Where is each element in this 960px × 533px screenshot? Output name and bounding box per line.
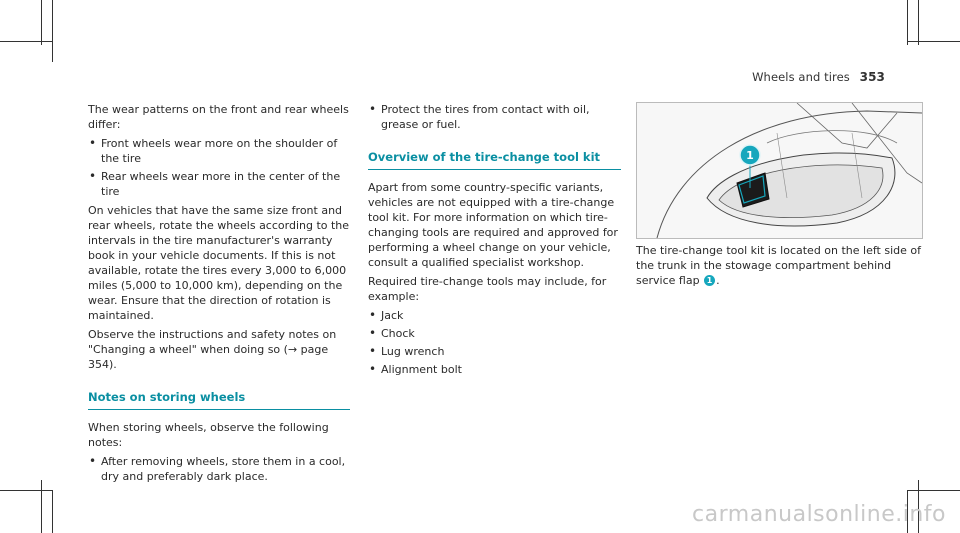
crop-mark <box>907 41 960 42</box>
section-heading: Notes on storing wheels <box>88 390 350 410</box>
callout-number: 1 <box>746 149 754 162</box>
crop-mark <box>41 0 42 45</box>
crop-mark <box>41 480 42 533</box>
figure-caption <box>636 243 921 288</box>
caption-text: The tire-change tool kit is located on the left side of the trunk in the stowage compartment behind service flap <box>636 244 921 287</box>
caption-end: . <box>716 274 720 287</box>
crop-mark <box>0 490 53 491</box>
crop-mark <box>918 0 919 45</box>
trunk-illustration <box>636 102 923 239</box>
paragraph: Required tire-change tools may include, for example: <box>368 275 607 303</box>
column-1 <box>88 102 350 488</box>
paragraph: When storing wheels, observe the following notes: <box>88 421 329 449</box>
paragraph: Apart from some country-specific variants, vehicles are not equipped with a tire-change tool kit. For more information on which tire-changing tools are required and approved for performing a wheel change on your vehicle, consult a qualified specialist workshop. <box>368 181 618 269</box>
column-2 <box>368 102 621 381</box>
crop-mark <box>0 41 53 42</box>
list-item: • Jack <box>368 308 621 323</box>
crop-mark <box>52 490 53 533</box>
bullet-list <box>88 136 350 199</box>
list-item: • Alignment bolt <box>368 362 621 377</box>
list-item: • Protect the tires from contact with oil, grease or fuel. <box>368 102 621 132</box>
list-item: • Chock <box>368 326 621 341</box>
list-item: • Front wheels wear more on the shoulder of the tire <box>88 136 350 166</box>
bullet-list <box>368 308 621 377</box>
list-item: • After removing wheels, store them in a cool, dry and preferably dark place. <box>88 454 350 484</box>
paragraph: Observe the instructions and safety notes on "Changing a wheel" when doing so (→ page 354). <box>88 328 337 371</box>
watermark: carmanualsonline.info <box>692 502 946 527</box>
trunk-drawing <box>637 103 922 238</box>
column-3 <box>636 102 921 292</box>
page-header <box>752 70 885 84</box>
section-title: Wheels and tires <box>752 70 850 84</box>
bullet-list <box>88 454 350 484</box>
page-number: 353 <box>859 70 885 84</box>
callout-badge: 1 <box>704 275 715 286</box>
section-heading: Overview of the tire-change tool kit <box>368 150 621 170</box>
paragraph: On vehicles that have the same size front and rear wheels, rotate the wheels according to the intervals in the tire manufacturer's warranty book in your vehicle documents. If this is not available, rotate the tires every 3,000 to 6,000 miles (5,000 to 10,000 km), depending on the wear. Ensure that the direction of rotation is maintained. <box>88 204 350 322</box>
list-item: • Rear wheels wear more in the center of the tire <box>88 169 350 199</box>
paragraph: The wear patterns on the front and rear wheels differ: <box>88 103 349 131</box>
crop-mark <box>907 0 908 45</box>
crop-mark <box>52 0 53 62</box>
crop-mark <box>907 490 960 491</box>
list-item: • Lug wrench <box>368 344 621 359</box>
bullet-list <box>368 102 621 132</box>
